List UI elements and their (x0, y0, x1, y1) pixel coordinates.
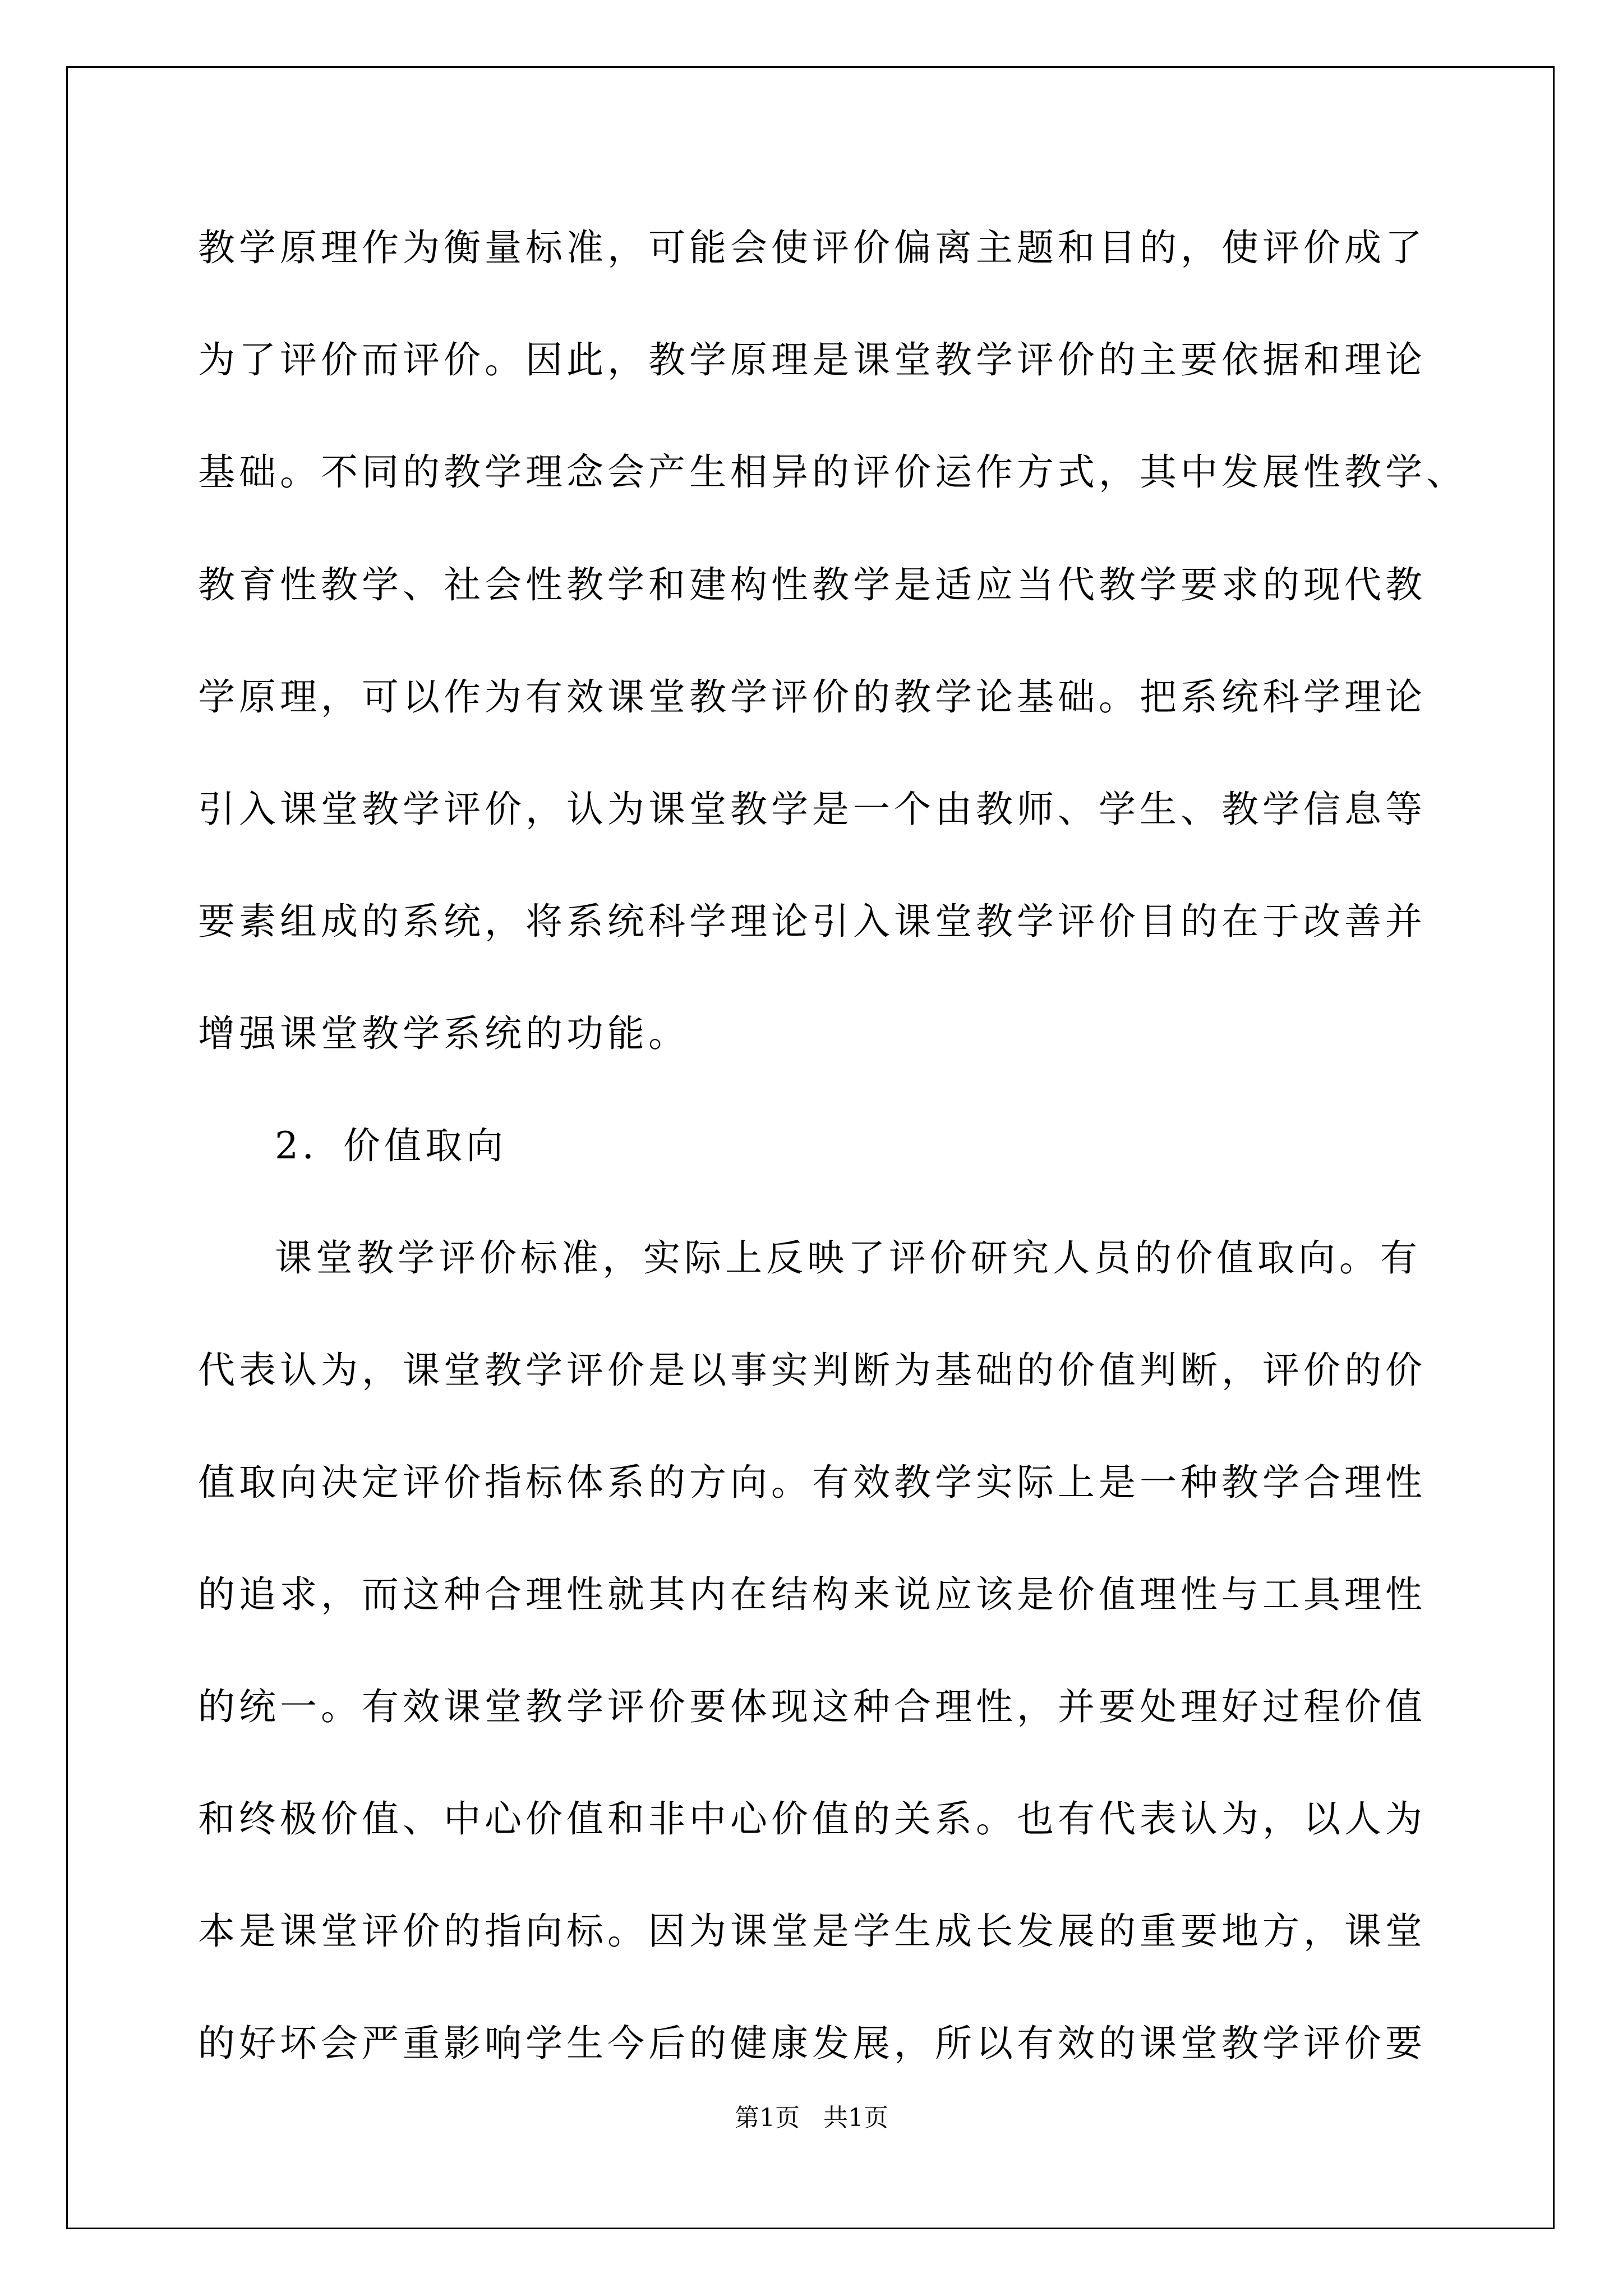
paragraph-line: 教学原理作为衡量标准，可能会使评价偏离主题和目的，使评价成了 (198, 226, 1426, 269)
section-heading: 2．价值取向 (275, 1124, 507, 1167)
paragraph-line: 增强课堂教学系统的功能。 (198, 1012, 689, 1055)
paragraph-line: 学原理，可以作为有效课堂教学评价的教学论基础。把系统科学理论 (198, 675, 1426, 719)
paragraph-line: 引入课堂教学评价，认为课堂教学是一个由教师、学生、教学信息等 (198, 788, 1426, 831)
paragraph-line: 和终极价值、中心价值和非中心价值的关系。也有代表认为，以人为 (198, 1797, 1426, 1841)
paragraph-line: 代表认为，课堂教学评价是以事实判断为基础的价值判断，评价的价 (198, 1349, 1426, 1392)
paragraph-line: 课堂教学评价标准，实际上反映了评价研究人员的价值取向。有 (275, 1236, 1421, 1280)
paragraph-line: 的统一。有效课堂教学评价要体现这种合理性，并要处理好过程价值 (198, 1685, 1426, 1728)
paragraph-line: 教育性教学、社会性教学和建构性教学是适应当代教学要求的现代教 (198, 563, 1426, 606)
paragraph-line: 的好坏会严重影响学生今后的健康发展，所以有效的课堂教学评价要 (198, 2022, 1426, 2065)
paragraph-line: 值取向决定评价指标体系的方向。有效教学实际上是一种教学合理性 (198, 1461, 1426, 1504)
page-footer: 第1页 共1页 (735, 2104, 888, 2132)
paragraph-line: 的追求，而这种合理性就其内在结构来说应该是价值理性与工具理性 (198, 1573, 1426, 1616)
paragraph-line: 基础。不同的教学理念会产生相异的评价运作方式，其中发展性教学、 (198, 450, 1467, 494)
paragraph-line: 为了评价而评价。因此，教学原理是课堂教学评价的主要依据和理论 (198, 338, 1426, 381)
paragraph-line: 本是课堂评价的指向标。因为课堂是学生成长发展的重要地方，课堂 (198, 1910, 1426, 1953)
paragraph-line: 要素组成的系统，将系统科学理论引入课堂教学评价目的在于改善并 (198, 900, 1426, 943)
